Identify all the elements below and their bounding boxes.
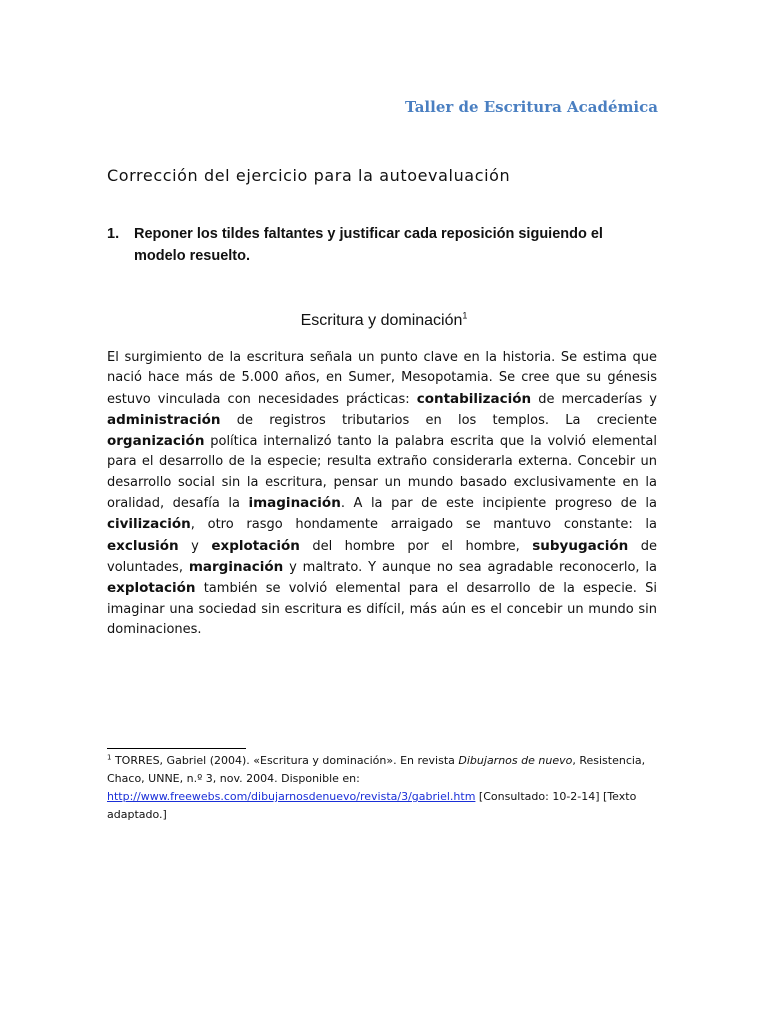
footnote-link[interactable]: http://www.freewebs.com/dibujarnosdenuevo/revista/3/gabriel.htm xyxy=(107,790,476,803)
essay-title: Escritura y dominación xyxy=(300,312,463,329)
highlighted-term: explotación xyxy=(107,580,196,597)
highlighted-term: imaginación xyxy=(248,495,341,512)
paragraph-text: y xyxy=(178,538,212,554)
essay-title-block xyxy=(0,312,768,330)
workshop-header: Taller de Escritura Académica xyxy=(404,98,658,116)
footnote-marker: 1 xyxy=(107,753,112,762)
paragraph-text: de registros tributarios en los templos. La creciente xyxy=(220,412,657,428)
paragraph-text: también se volvió elemental para el desarrollo de la especie. Si imaginar una sociedad sin escritura es difícil, más aún es el concebir un mundo sin dominaciones. xyxy=(107,581,657,637)
paragraph-text: , otro rasgo hondamente arraigado se mantuvo constante: la xyxy=(190,517,657,533)
footnote-reference[interactable]: 1 xyxy=(462,310,468,321)
paragraph-text: El surgimiento de la escritura señala un punto clave en la historia. Se estima que nació hace más de 5.000 años, en Sumer, Mesopotamia. Se cree que su génesis estuvo vinculada con necesidades prácticas: xyxy=(107,350,657,407)
paragraph-text: política internalizó tanto la palabra escrita que la volvió elemental para el desarrollo de la especie; resulta extraño considerarla externa. Concebir un desarrollo social sin la escritura, pensar un mundo basado exclusivamente en la oralidad, desafía la xyxy=(107,434,657,512)
paragraph-text: de voluntades, xyxy=(107,538,658,575)
exercise-number: 1. xyxy=(107,226,120,242)
footnote-publication-info: , Resistencia, Chaco, UNNE, n.º 3, nov. 2004. Disponible en: xyxy=(107,754,646,785)
footnote xyxy=(107,752,659,824)
footnote-citation-text: TORRES, Gabriel (2004). «Escritura y dominación». En revista xyxy=(111,754,459,767)
highlighted-term: marginación xyxy=(188,558,284,575)
highlighted-term: organización xyxy=(107,433,205,450)
exercise-instruction: Reponer los tildes faltantes y justificar cada reposición siguiendo el modelo resuelto. xyxy=(134,226,603,264)
highlighted-term: administración xyxy=(107,411,221,428)
essay-paragraph xyxy=(107,348,657,640)
paragraph-text: del hombre por el hombre, xyxy=(299,538,533,554)
paragraph-text: de mercaderías y xyxy=(531,391,657,407)
highlighted-term: contabilización xyxy=(416,390,532,407)
exercise-item xyxy=(107,223,627,267)
paragraph-text: y maltrato. Y aunque no sea agradable reconocerlo, la xyxy=(283,559,657,575)
highlighted-term: exclusión xyxy=(107,537,179,554)
document-title: Corrección del ejercicio para la autoevaluación xyxy=(107,166,511,185)
paragraph-text: . A la par de este incipiente progreso de la xyxy=(340,496,657,512)
highlighted-term: explotación xyxy=(211,537,300,554)
highlighted-term: subyugación xyxy=(532,537,629,554)
footnote-separator xyxy=(107,748,246,749)
footnote-journal-name: Dibujarnos de nuevo xyxy=(458,754,573,767)
footnote-consulted: [Consultado: 10-2-14] [Texto adaptado.] xyxy=(107,790,637,821)
highlighted-term: civilización xyxy=(107,516,191,533)
